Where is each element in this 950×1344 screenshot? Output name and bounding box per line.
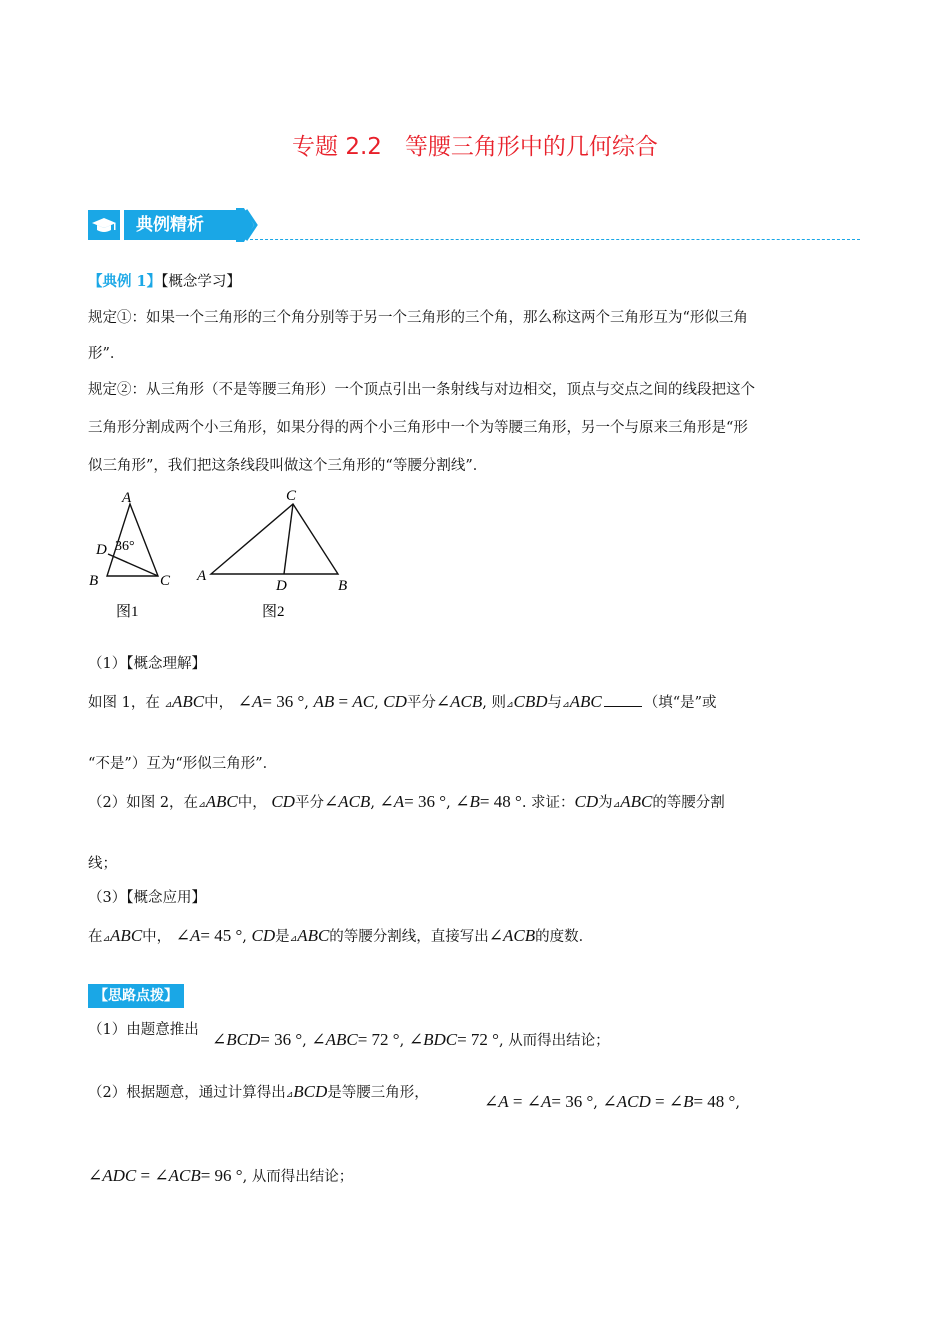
q3-math: A <box>190 926 201 945</box>
rule1-line2: 形”． <box>88 346 125 362</box>
hint2-text: （2）根据题意，通过计算得出 <box>88 1085 286 1101</box>
q1-text: 与 <box>547 695 563 711</box>
q3-math: ABC <box>297 926 330 945</box>
q2-text: 平分 <box>294 795 324 811</box>
banner-divider <box>250 239 860 240</box>
q1-text: 中， <box>204 695 234 711</box>
q3-math: ACB <box>503 926 536 945</box>
q3-math: ABC <box>110 926 143 945</box>
angle-symbol: ∠ <box>175 926 191 945</box>
hint2-math: BCD <box>293 1082 328 1101</box>
angle-symbol: ∠ <box>379 792 394 811</box>
angle-symbol: ∠ <box>455 792 470 811</box>
q2-text: （2）如图 2，在 <box>88 795 199 811</box>
q1-math: AC <box>352 692 375 711</box>
triangle-symbol: ⊿ <box>198 800 206 810</box>
hint2-math: = 96 ° <box>200 1166 243 1185</box>
triangle-symbol: ⊿ <box>285 1090 294 1100</box>
angle-symbol: ∠ <box>488 926 504 945</box>
triangle-symbol: ⊿ <box>289 934 298 944</box>
fig2-label-b: B <box>338 578 348 594</box>
q1-math: ABC <box>172 692 205 711</box>
example-label: 【典例 1】 <box>88 273 162 290</box>
hint1-math-part: = 72 ° <box>457 1030 499 1049</box>
section-banner: 典例精析 <box>124 210 236 240</box>
hint2-math: A <box>498 1092 509 1111</box>
hint2-math: ADC <box>102 1166 137 1185</box>
rule2-line2: 三角形分割成两个小三角形，如果分得的两个小三角形中一个为等腰三角形，另一个与原来三角形是“形 <box>88 420 748 436</box>
q2-math: CD <box>574 792 599 811</box>
q3-heading: （3）【概念应用】 <box>88 890 206 906</box>
rule2-line3: 似三角形”，我们把这条线段叫做这个三角形的“等腰分割线”． <box>88 458 488 474</box>
rule2-line1: 规定②：从三角形（不是等腰三角形）一个顶点引出一条射线与对边相交，顶点与交点之间的线段把这个 <box>88 382 755 398</box>
hint2-text: 是等腰三角形， <box>327 1085 429 1101</box>
q1-math: ABC <box>569 692 602 711</box>
hint2-math: B <box>683 1092 694 1111</box>
hint1-math-part: = 72 ° <box>357 1030 400 1049</box>
fig2-label-d: D <box>276 578 287 594</box>
q2-math: ACB <box>338 792 371 811</box>
q3-text: 是 <box>275 929 290 945</box>
hint2-math: = 48 ° <box>693 1092 736 1111</box>
q2-math: A <box>393 792 405 811</box>
fig1-angle-label: 36° <box>115 539 135 554</box>
rule1-line1: 规定①：如果一个三角形的三个角分别等于另一个三角形的三个角，那么称这两个三角形互为“形似三角 <box>88 310 748 326</box>
q1-text: （填“是”或 <box>643 695 717 711</box>
angle-symbol: ∠ <box>154 1166 169 1185</box>
q2-math: B <box>469 792 480 811</box>
figure-2 <box>196 488 347 620</box>
angle-symbol: ∠ <box>237 692 252 711</box>
q2-math: ABC <box>620 792 653 811</box>
triangle-symbol: ⊿ <box>612 800 621 810</box>
angle-symbol: ∠ <box>323 792 339 811</box>
q1-math: CBD <box>513 692 548 711</box>
hint1-text: 从而得出结论； <box>508 1033 610 1049</box>
q3-math: = 45 ° <box>200 926 243 945</box>
page-title: 专题 2.2 等腰三角形中的几何综合 <box>292 134 658 160</box>
triangle-symbol: ⊿ <box>164 700 172 710</box>
q2-math: CD <box>271 792 295 811</box>
hint2-math: = <box>136 1166 155 1185</box>
q3-text: 的等腰分割线，直接写出 <box>329 929 489 945</box>
hint2-math: A <box>540 1092 552 1111</box>
angle-symbol: ∠ <box>408 1030 424 1049</box>
answer-blank[interactable] <box>604 706 642 707</box>
hint2-math: = 36 ° <box>551 1092 594 1111</box>
hint1-line1: （1）由题意推出 <box>88 1022 199 1038</box>
fig1-label-c: C <box>160 573 171 589</box>
q2-text: 为 <box>598 795 613 811</box>
q3-text: 中， <box>142 929 172 945</box>
q1-text: 如图 1，在 <box>88 695 160 711</box>
fig1-caption: 图1 <box>116 604 139 620</box>
hint2-line2: ∠ADC = ∠ACB= 96 °, 从而得出结论； <box>88 1166 354 1185</box>
hint2-text: 从而得出结论； <box>251 1169 354 1185</box>
fig2-label-c: C <box>286 488 297 504</box>
angle-symbol: ∠ <box>668 1092 684 1111</box>
q1-line1: 如图 1，在 ⊿ABC中， ∠A= 36 °, AB = AC, CD平分∠ACB, 则⊿CBD与⊿ABC （填“是”或 <box>88 692 717 711</box>
q1-text: 平分 <box>406 695 436 711</box>
q3-text: 在 <box>88 929 103 945</box>
q2-math: = 48 ° <box>479 792 522 811</box>
hint1-math-part: BDC <box>423 1030 458 1049</box>
hint2-line1 <box>88 1082 429 1105</box>
hint2-math: ACB <box>168 1166 201 1185</box>
q1-line2: “不是”）互为“形似三角形”． <box>88 756 278 772</box>
figures <box>80 482 380 627</box>
example-heading <box>88 272 241 292</box>
q2-line2: 线； <box>88 856 117 872</box>
angle-symbol: ∠ <box>88 1166 103 1185</box>
hint1-math: ∠BCD= 36 °, ∠ABC= 72 °, ∠BDC= 72 °, 从而得出结论； <box>212 1030 610 1049</box>
banner-chevron-icon <box>234 208 258 246</box>
angle-symbol: ∠ <box>602 1092 617 1111</box>
q1-math: CD <box>383 692 407 711</box>
q2-math: ABC <box>205 792 238 811</box>
hint2-math1: ∠A = ∠A= 36 °, ∠ACD = ∠B= 48 °, <box>484 1092 740 1111</box>
q1-math: AB <box>313 692 335 711</box>
fig1-label-b: B <box>89 573 99 589</box>
angle-symbol: ∠ <box>484 1092 499 1111</box>
triangle-symbol: ⊿ <box>562 700 570 710</box>
fig1-label-d: D <box>96 542 107 558</box>
fig2-caption: 图2 <box>262 604 285 620</box>
angle-symbol: ∠ <box>311 1030 326 1049</box>
angle-symbol: ∠ <box>526 1092 541 1111</box>
q2-text: 中， <box>237 795 267 811</box>
hint1-math-part: BCD <box>226 1030 261 1049</box>
hint2-math: ACD <box>616 1092 651 1111</box>
q3-line1: 在⊿ABC中， ∠A= 45 °, CD是⊿ABC的等腰分割线，直接写出∠ACB的度数． <box>88 926 594 945</box>
q1-text: 则 <box>491 695 506 711</box>
q1-math: ACB <box>450 692 483 711</box>
q1-math: = <box>334 692 353 711</box>
q2-text: 的等腰分割 <box>652 795 725 811</box>
fig2-label-a: A <box>197 568 207 584</box>
hint-tag: 【思路点拨】 <box>88 984 184 1008</box>
graduation-cap-icon <box>88 210 120 240</box>
angle-symbol: ∠ <box>435 692 451 711</box>
example-topic: 【概念学习】 <box>161 274 241 290</box>
hint2-math: = <box>508 1092 527 1111</box>
q1-math: = 36 ° <box>262 692 305 711</box>
q2-text: 求证： <box>531 795 575 811</box>
hint2-math: = <box>650 1092 669 1111</box>
q2-math: = 36 ° <box>404 792 447 811</box>
q3-math: CD <box>251 926 276 945</box>
triangle-symbol: ⊿ <box>506 700 514 710</box>
figure-1 <box>89 490 171 620</box>
hint1-math-part: = 36 ° <box>260 1030 303 1049</box>
q3-text: 的度数． <box>535 929 594 945</box>
angle-symbol: ∠ <box>212 1030 227 1049</box>
q1-math: A <box>251 692 263 711</box>
triangle-symbol: ⊿ <box>102 934 111 944</box>
fig1-label-a: A <box>122 490 132 506</box>
hint1-math-part: ABC <box>325 1030 358 1049</box>
q2-line1: （2）如图 2，在⊿ABC中， CD平分∠ACB, ∠A= 36 °, ∠B= 48 °. 求证：CD为⊿ABC的等腰分割 <box>88 792 725 811</box>
q1-heading: （1）【概念理解】 <box>88 656 206 672</box>
